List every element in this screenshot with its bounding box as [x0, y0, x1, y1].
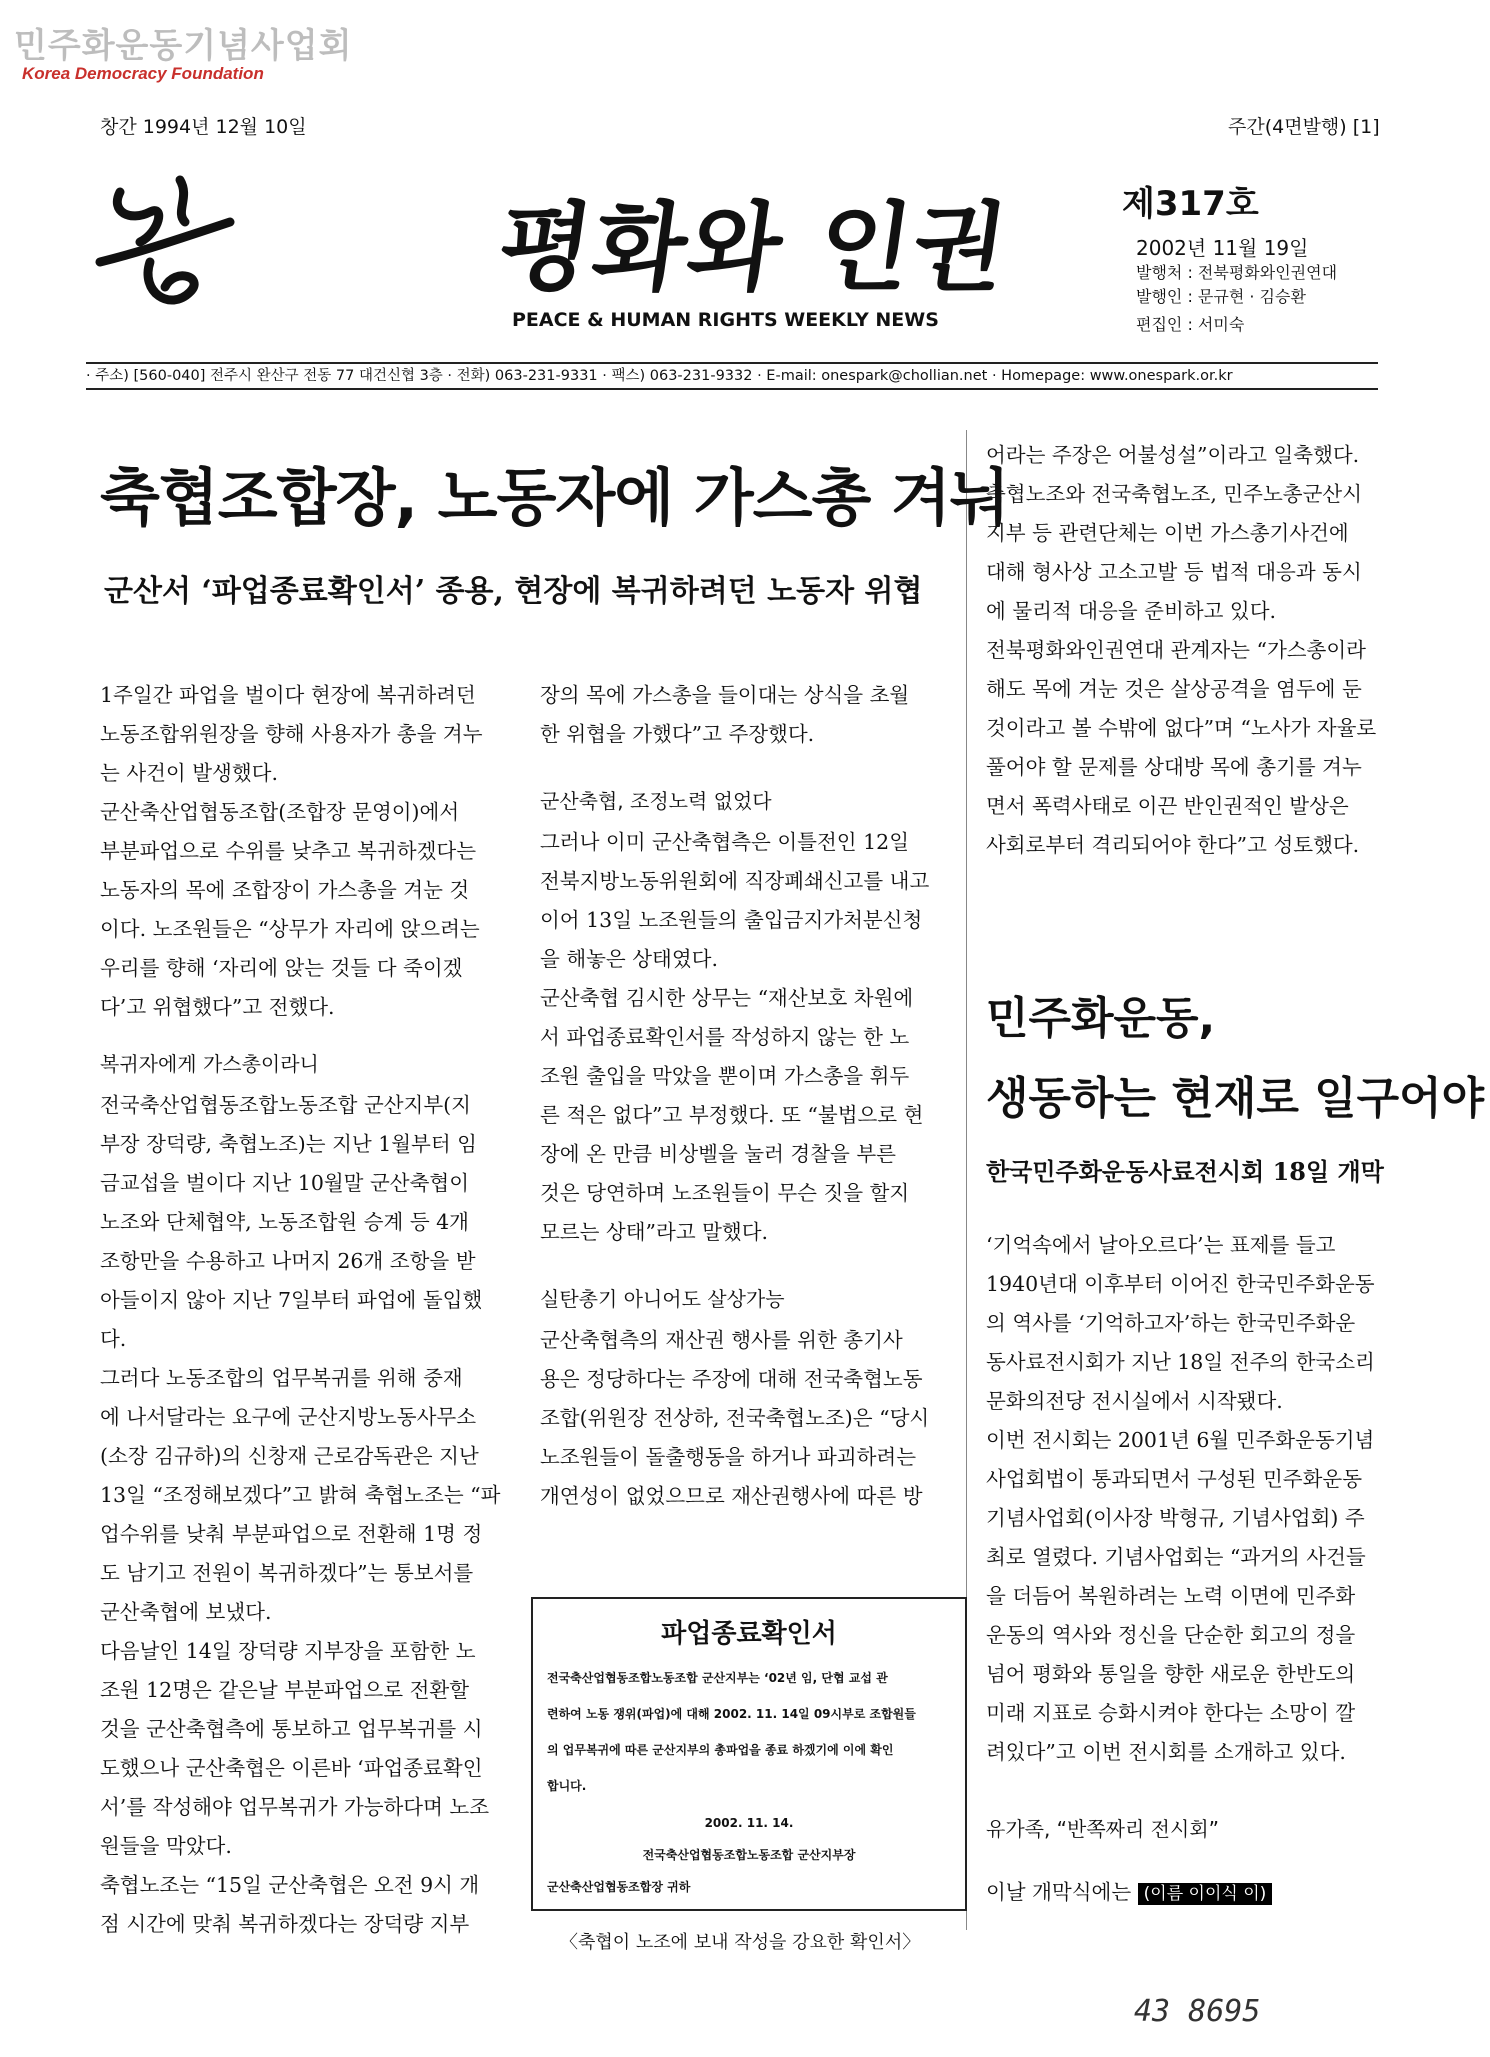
text-line: 부장 장덕량, 축협노조)는 지난 1월부터 임	[100, 1132, 477, 1156]
publisher: 발행인 : 문규현 · 김승환	[1136, 287, 1306, 306]
text-line: 조원 출입을 막았을 뿐이며 가스총을 휘두	[540, 1064, 910, 1088]
text-line: 문화의전당 전시실에서 시작됐다.	[986, 1389, 1283, 1413]
handwritten-note: 43 8695	[1134, 1994, 1261, 2029]
text-line: 대해 형사상 고소고발 등 법적 대응과 동시	[986, 560, 1362, 584]
text-line: 최로 열렸다. 기념사업회는 “과거의 사건들	[986, 1545, 1366, 1569]
text-line: 노동조합위원장을 향해 사용자가 총을 겨누	[100, 722, 483, 746]
article2-body	[986, 1226, 1376, 1912]
article1-column-2	[540, 676, 952, 1516]
text-line: 의 역사를 ‘기억하고자’하는 한국민주화운	[986, 1311, 1356, 1335]
text-line: 려있다”고 이번 전시회를 소개하고 있다.	[986, 1740, 1346, 1764]
text-line: 원들을 막았다.	[100, 1834, 232, 1858]
text-line: 조합(위원장 전상하, 전국축협노조)은 “당시	[540, 1406, 930, 1430]
text-line: 조항만을 수용하고 나머지 26개 조항을 받	[100, 1249, 476, 1273]
newspaper-logo	[80, 162, 250, 332]
text-line: (소장 김규하)의 신창재 근로감독관은 지난	[100, 1444, 479, 1468]
text-line: 에 나서달라는 요구에 군산지방노동사무소	[100, 1405, 477, 1429]
text-line: 노동자의 목에 조합장이 가스총을 겨눈 것	[100, 878, 470, 902]
issue-number: 제317호	[1122, 184, 1259, 224]
text-line: 풀어야 할 문제를 상대방 목에 총기를 겨누	[986, 755, 1362, 779]
text-line: 그러나 이미 군산축협측은 이틀전인 12일	[540, 830, 909, 854]
text-line: 개연성이 없었으므로 재산권행사에 따른 방	[540, 1484, 923, 1508]
text-line: 기념사업회(이사장 박형규, 기념사업회) 주	[986, 1506, 1365, 1530]
text-line: 을 더듬어 복원하려는 노력 이면에 민주화	[986, 1584, 1356, 1608]
section-heading: 유가족, “반쪽짜리 전시회”	[986, 1817, 1219, 1841]
text-line: ‘기억속에서 날아오르다’는 표제를 들고	[986, 1233, 1336, 1257]
text-line: 넘어 평화와 통일을 향한 새로운 한반도의	[986, 1662, 1356, 1686]
text-line: 1940년대 이후부터 이어진 한국민주화운동	[986, 1272, 1375, 1296]
text-line	[986, 1873, 1376, 1912]
strike-end-confirmation-document	[531, 1597, 967, 1911]
text-line: 다.	[100, 1327, 127, 1351]
issue-date: 2002년 11월 19일	[1136, 236, 1309, 260]
text-line: 군산축협 김시한 상무는 “재산보호 차원에	[540, 986, 914, 1010]
document-line: 의 업무복귀에 따른 군산지부의 총파업을 종료 하겠기에 이에 확인	[547, 1743, 894, 1757]
main-subheadline: 군산서 ‘파업종료확인서’ 종용, 현장에 복귀하려던 노동자 위협	[104, 574, 923, 609]
watermark-org-korean: 민주화운동기념사업회	[14, 26, 353, 66]
text-line: 전북평화와인권연대 관계자는 “가스총이라	[986, 638, 1366, 662]
text-line: 군산축협에 보냈다.	[100, 1600, 272, 1624]
text-line: 전북지방노동위원회에 직장폐쇄신고를 내고	[540, 869, 930, 893]
text-line: 한 위협을 가했다”고 주장했다.	[540, 722, 815, 746]
text-line: 을 해놓은 상태였다.	[540, 947, 718, 971]
text-line: 전국축산업협동조합노동조합 군산지부(지	[100, 1093, 471, 1117]
text-line: 어라는 주장은 어불성설”이라고 일축했다.	[986, 443, 1360, 467]
article2-headline-line2: 생동하는 현재로 일구어야	[986, 1073, 1485, 1124]
text-line: 용은 정당하다는 주장에 대해 전국축협노동	[540, 1367, 923, 1391]
text-line: 것이라고 볼 수밖에 없다”며 “노사가 자율로	[986, 716, 1376, 740]
text-line: 서’를 작성해야 업무복귀가 가능하다며 노조	[100, 1795, 490, 1819]
document-line: 련하여 노동 쟁위(파업)에 대해 2002. 11. 14일 09시부로 조합원들	[547, 1707, 916, 1721]
text-line: 금교섭을 벌이다 지난 10월말 군산축협이	[100, 1171, 469, 1195]
document-body	[533, 1660, 965, 1804]
text-line: 에 물리적 대응을 준비하고 있다.	[986, 599, 1277, 623]
text-line: 이번 전시회는 2001년 6월 민주화운동기념	[986, 1428, 1375, 1452]
document-signer: 전국축산업협동조합노동조합 군산지부장	[642, 1848, 856, 1862]
document-date: 2002. 11. 14.	[704, 1816, 794, 1830]
text-line: 동사료전시회가 지난 18일 전주의 한국소리	[986, 1350, 1375, 1374]
article1-column-3	[986, 436, 1376, 865]
text-line: 아들이지 않아 지난 7일부터 파업에 돌입했	[100, 1288, 483, 1312]
text-line: 도했으나 군산축협은 이른바 ‘파업종료확인	[100, 1756, 483, 1780]
text-line: 그러다 노동조합의 업무복귀를 위해 중재	[100, 1366, 463, 1390]
text-line: 모르는 상태”라고 말했다.	[540, 1220, 769, 1244]
text-line: 13일 “조정해보겠다”고 밝혀 축협노조는 “파	[100, 1483, 501, 1507]
document-caption: 〈축협이 노조에 보내 작성을 강요한 확인서〉	[560, 1932, 921, 1953]
publication-frequency: 주간(4면발행) [1]	[1228, 116, 1380, 138]
text-line: 도 남기고 전원이 복귀하겠다”는 통보서를	[100, 1561, 474, 1585]
section-heading: 실탄총기 아니어도 살상가능	[540, 1287, 785, 1311]
newspaper-title: 평화와 인권	[491, 192, 1016, 304]
section-heading: 복귀자에게 가스총이라니	[100, 1052, 319, 1076]
text-line: 서 파업종료확인서를 작성하지 않는 한 노	[540, 1025, 910, 1049]
redacted-name: (이름 이이식 이)	[1138, 1883, 1273, 1905]
newspaper-subtitle: PEACE & HUMAN RIGHTS WEEKLY NEWS	[512, 309, 939, 331]
text-line: 이다. 노조원들은 “상무가 자리에 앉으려는	[100, 917, 480, 941]
text-line: 것은 당연하며 노조원들이 무슨 짓을 할지	[540, 1181, 910, 1205]
text-line: 조원 12명은 같은날 부분파업으로 전환할	[100, 1678, 469, 1702]
text-line: 이어 13일 노조원들의 출입금지가처분신청	[540, 908, 923, 932]
section-heading: 군산축협, 조정노력 없었다	[540, 789, 772, 813]
document-recipient: 군산축산업협동조합장 귀하	[547, 1880, 691, 1894]
text-line: 지부 등 관련단체는 이번 가스총기사건에	[986, 521, 1349, 545]
text-line: 축협노조는 “15일 군산축협은 오전 9시 개	[100, 1873, 480, 1897]
text-line: 면서 폭력사태로 이끈 반인권적인 발상은	[986, 794, 1349, 818]
text-line: 사업회법이 통과되면서 구성된 민주화운동	[986, 1467, 1363, 1491]
watermark-org-english: Korea Democracy Foundation	[22, 64, 264, 83]
text-line: 해도 목에 겨눈 것은 살상공격을 염두에 둔	[986, 677, 1362, 701]
text-line: 군산축협측의 재산권 행사를 위한 총기사	[540, 1328, 903, 1352]
text-line: 부분파업으로 수위를 낮추고 복귀하겠다는	[100, 839, 477, 863]
text-line: 것을 군산축협측에 통보하고 업무복귀를 시	[100, 1717, 483, 1741]
text-line: 노조원들이 돌출행동을 하거나 파괴하려는	[540, 1445, 917, 1469]
text-line: 1주일간 파업을 벌이다 현장에 복귀하려던	[100, 683, 476, 707]
text-line: 장의 목에 가스총을 들이대는 상식을 초월	[540, 683, 910, 707]
main-headline: 축협조합장, 노동자에 가스총 겨눠	[100, 461, 1009, 534]
address-bar: · 주소) [560-040] 전주시 완산구 전동 77 대건신협 3층 · 전화) 063-231-9331 · 팩스) 063-231-9332 · E-mail: onespark@chollian.net · Homepage: www.onespark.or.kr	[86, 362, 1378, 390]
document-line: 합니다.	[547, 1779, 587, 1793]
text-line: 미래 지표로 승화시켜야 한다는 소망이 깔	[986, 1701, 1356, 1725]
publisher-org: 발행처 : 전북평화와인권연대	[1136, 263, 1338, 282]
text-line: 운동의 역사와 정신을 단순한 회고의 정을	[986, 1623, 1356, 1647]
text-line: 축협노조와 전국축협노조, 민주노총군산시	[986, 482, 1363, 506]
text-line: 다음날인 14일 장덕량 지부장을 포함한 노	[100, 1639, 476, 1663]
text-line: 노조와 단체협약, 노동조합원 승계 등 4개	[100, 1210, 469, 1234]
text-line: 사회로부터 격리되어야 한다”고 성토했다.	[986, 833, 1360, 857]
text-line: 다’고 위협했다”고 전했다.	[100, 995, 335, 1019]
text-line: 군산축산업협동조합(조합장 문영이)에서	[100, 800, 460, 824]
founded-date: 창간 1994년 12월 10일	[100, 116, 307, 138]
text-line: 점 시간에 맞춰 복귀하겠다는 장덕량 지부	[100, 1912, 470, 1936]
text-line: 장에 온 만큼 비상벨을 눌러 경찰을 부른	[540, 1142, 896, 1166]
text-line: 른 적은 없다”고 부정했다. 또 “불법으로 현	[540, 1103, 924, 1127]
article2-subheadline: 한국민주화운동사료전시회 18일 개막	[986, 1157, 1384, 1186]
text-line: 업수위를 낮춰 부분파업으로 전환해 1명 정	[100, 1522, 483, 1546]
text-line: 우리를 향해 ‘자리에 앉는 것들 다 죽이겠	[100, 956, 463, 980]
article2-headline-line1: 민주화운동,	[986, 993, 1216, 1044]
last-line-text: 이날 개막식에는	[986, 1880, 1132, 1904]
editor: 편집인 : 서미숙	[1136, 315, 1245, 334]
document-line: 전국축산업협동조합노동조합 군산지부는 ‘02년 임, 단협 교섭 관	[547, 1671, 888, 1685]
document-title: 파업종료확인서	[661, 1619, 837, 1649]
text-line: 는 사건이 발생했다.	[100, 761, 278, 785]
article1-column-1	[100, 676, 518, 1944]
